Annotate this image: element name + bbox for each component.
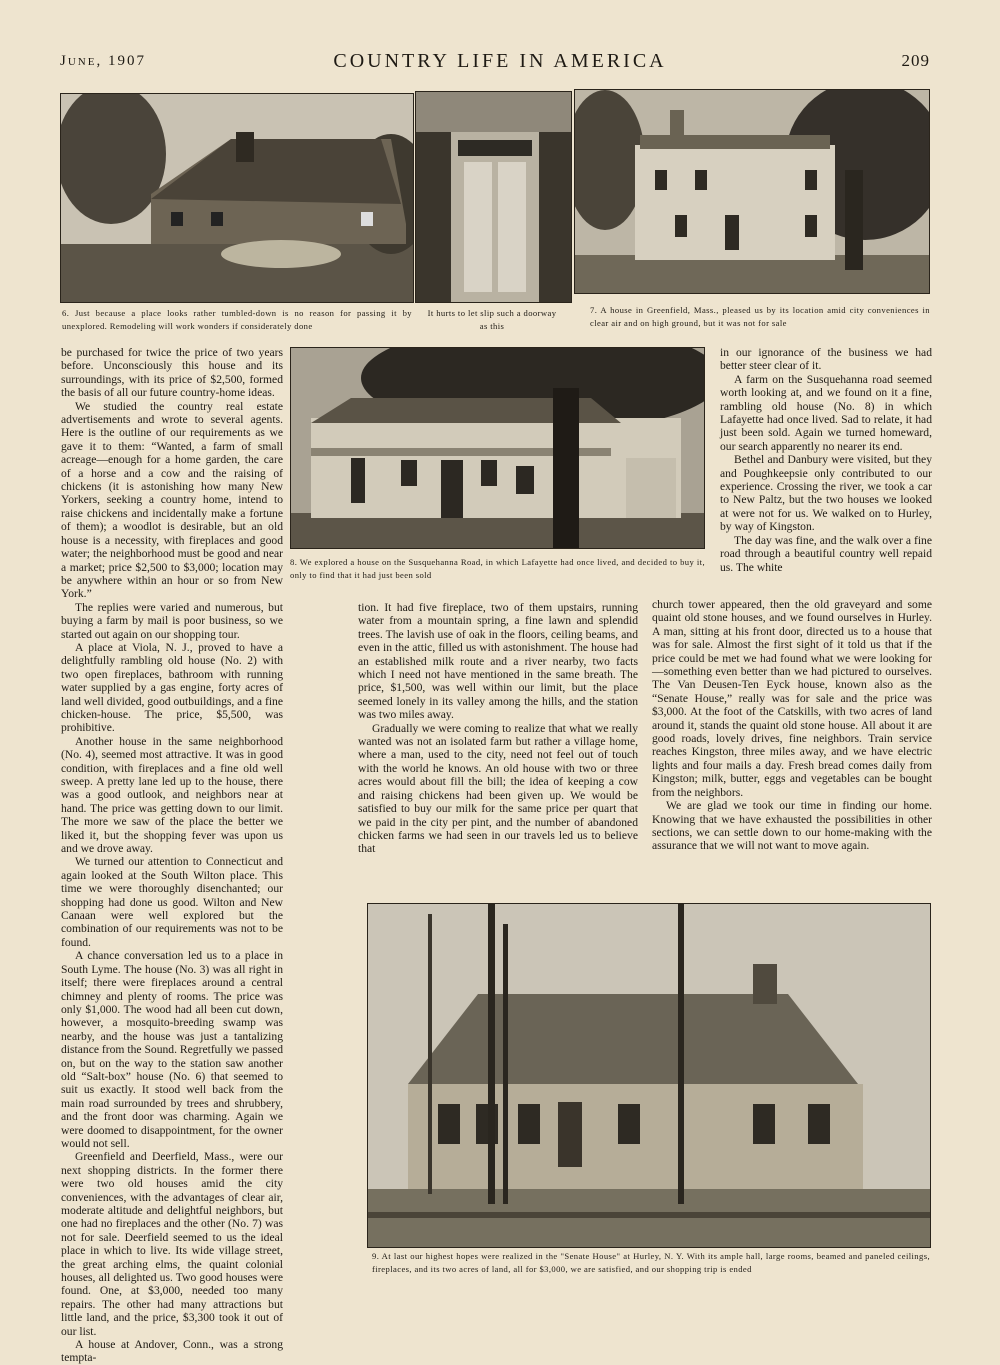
paragraph: Bethel and Danbury were visited, but they and Poughkeepsie only contributed to our experience. Crossing the river, we took a car to New Paltz, but the two houses we looked at were not for us. We walked on to Hurley, by way of Kingston. xyxy=(720,453,932,534)
photo-susquehanna-house xyxy=(290,347,705,549)
paragraph: tion. It had five fireplace, two of them upstairs, running water from a mountain spring, a fine lawn and splendid trees. The lavish use of oak in the floors, ceiling beams, and even in the attic, filled us with astonishment. The house had an established milk route and a river nearby, two facts which I need not have mentioned in the same breath. The price, $1,500, was well within our limit, but the place seemed lonely in its valley among the hills, and the station was two miles away. xyxy=(358,601,638,722)
paragraph: A house at Andover, Conn., was a strong tempta- xyxy=(61,1338,283,1365)
paragraph: Greenfield and Deerfield, Mass., were our next shopping districts. In the former there were two old houses amid the city conveniences, with the advantages of clear air, moderate altitude and delightful neighbors, but one had no fireplaces and the other (No. 7) was not for sale. Deerfield seemed to us the ideal place in which to live. Its wide village street, the great arching elms, the quaint colonial houses, all delighted us. Two good houses were found. One, at $3,000, needed too many repairs. The other had many attractions but little land, and the price, $3,300 took it out of our list. xyxy=(61,1150,283,1338)
article-column-1 xyxy=(61,346,283,1365)
magazine-title: COUNTRY LIFE IN AMERICA xyxy=(333,50,667,72)
photo-doorway xyxy=(415,91,572,303)
paragraph: We studied the country real estate advertisements and wrote to several agents. Here is the outline of our requirements as we gave it to them: “Wanted, a farm of small acreage—enough for a home garden, the care of a horse and a cow and the raising of chickens (it is astonishing how many New Yorkers, seeking a country home, intend to raise chickens and incidentally make a fortune of them); a woodlot is desirable, but an old house is a necessity, with fireplaces and good water; the neighborhood must be good and near a market; price $2,500 to $3,000; location may be anywhere within an hour or so from New York.” xyxy=(61,399,283,601)
page-number: 209 xyxy=(901,51,930,70)
caption-photo-7: 7. A house in Greenfield, Mass., pleased us by its location amid city conveniences in clear air and on high ground, but it was not for sale xyxy=(590,305,930,328)
paragraph: A chance conversation led us to a place in South Lyme. The house (No. 3) was all right in itself; there were fireplaces around a central chimney and plenty of rooms. The price was only $1,000. The wood had all been cut down, however, a mosquito-breeding swamp was nearby, and the house was just a tantalizing distance from the Sound. Regretfully we passed on, but on the way to the station saw another old “Salt-box” house (No. 6) that seemed to suit us exactly. It stood well back from the main road surrounded by trees and shrubbery, and the front door was charming. Again we were doomed to disappointment, for the owner would not sell. xyxy=(61,949,283,1150)
paragraph: We are glad we took our time in finding our home. Knowing that we have exhausted the possibilities in other sections, we can settle down to our home-making with the assurance that we will not want to move again. xyxy=(652,799,932,853)
paragraph: in our ignorance of the business we had better steer clear of it. xyxy=(720,346,932,373)
article-column-3-upper xyxy=(720,346,932,574)
paragraph: We turned our attention to Connecticut and again looked at the South Wilton place. This time we were thoroughly disenchanted; our shopping had done us good. Wilton and New Canaan were well explored but the combination of our requirements was not to be found. xyxy=(61,855,283,949)
paragraph: be purchased for twice the price of two years before. Unconsciously this house and its surroundings, with its price of $2,500, formed the basis of all our future country-home ideas. xyxy=(61,346,283,400)
paragraph: The day was fine, and the walk over a fine road through a beautiful country well repaid us. The white xyxy=(720,533,932,574)
paragraph: A place at Viola, N. J., proved to have a delightfully rambling old house (No. 2) with two open fireplaces, bathroom with running water supplied by a gas engine, forty acres of land well divided, good outbuildings, and a fine chicken-house. The price, $5,500, was prohibitive. xyxy=(61,640,283,735)
paragraph: A farm on the Susquehanna road seemed worth looking at, and we found on it a fine, rambling old house (No. 8) in which Lafayette had once lived. Sad to relate, it had just been sold. Again we turned homeward, our search apparently no nearer its end. xyxy=(720,372,932,453)
photo-saltbox-house xyxy=(60,93,414,303)
paragraph: Gradually we were coming to realize that what we really wanted was not an isolated farm but rather a village home, where a man, used to the city, need not feel out of touch with the world he knows. An old house with two or three acres would about fill the bill; the idea of keeping a cow and raising chickens had been given up. We would be satisfied to buy our milk for the same price per quart that we paid in the city per pint, and the number of abandoned chicken farms we had seen in our travels led us to believe that xyxy=(358,721,638,856)
article-column-3-lower xyxy=(652,598,932,853)
paragraph: church tower appeared, then the old graveyard and some quaint old stone houses, and we found ourselves in Hurley. A man, sitting at his front door, directed us to a house that was for sale. Almost the first sight of it told us that if the price could be met we had found what we were looking for—something even better than we had pictured to ourselves. The Van Deusen-Ten Eyck house, known also as the “Senate House,” really was for sale and the price was $3,000. At the foot of the Catskills, with two acres of land around it, stands the quaint old stone house. All about it are good roads, lovely drives, fine neighbors. Train service reaches Kingston, three miles away, and we have electric lights and four mails a day. Fresh bread comes daily from Kingston; milk, butter, eggs and vegetables can be bought from the neighbors. xyxy=(652,598,932,799)
caption-photo-8: 8. We explored a house on the Susquehanna Road, in which Lafayette had once lived, and decided to buy it, only to find that it had just been sold xyxy=(290,557,705,580)
photo-senate-house xyxy=(367,903,931,1248)
caption-photo-6: 6. Just because a place looks rather tumbled-down is no reason for passing it by unexplored. Remodeling will work wonders if considerately done xyxy=(62,308,412,331)
paragraph: Another house in the same neighborhood (No. 4), seemed most attractive. It was in good condition, with fireplaces and a fine old well sweep. A pretty lane led up to the house, there was a good outlook, and neighbors near at hand. The price was getting down to our limit. The more we saw of the place the better we liked it, but the shopping fever was upon us and we drove away. xyxy=(61,734,283,856)
caption-doorway: It hurts to let slip such a doorway as this xyxy=(427,308,557,331)
article-column-2 xyxy=(358,601,638,856)
photo-greenfield-house xyxy=(574,89,930,294)
page-header xyxy=(0,50,1000,78)
paragraph: The replies were varied and numerous, but buying a farm by mail is poor business, so we started out again on our shopping tour. xyxy=(61,600,283,641)
issue-date: June, 1907 xyxy=(60,53,146,69)
caption-photo-9: 9. At last our highest hopes were realized in the "Senate House" at Hurley, N. Y. With its ample hall, large rooms, beamed and paneled ceilings, fireplaces, and its two acres of land, all for $3,000, we are satisfied, and our shopping trip is ended xyxy=(372,1251,930,1274)
